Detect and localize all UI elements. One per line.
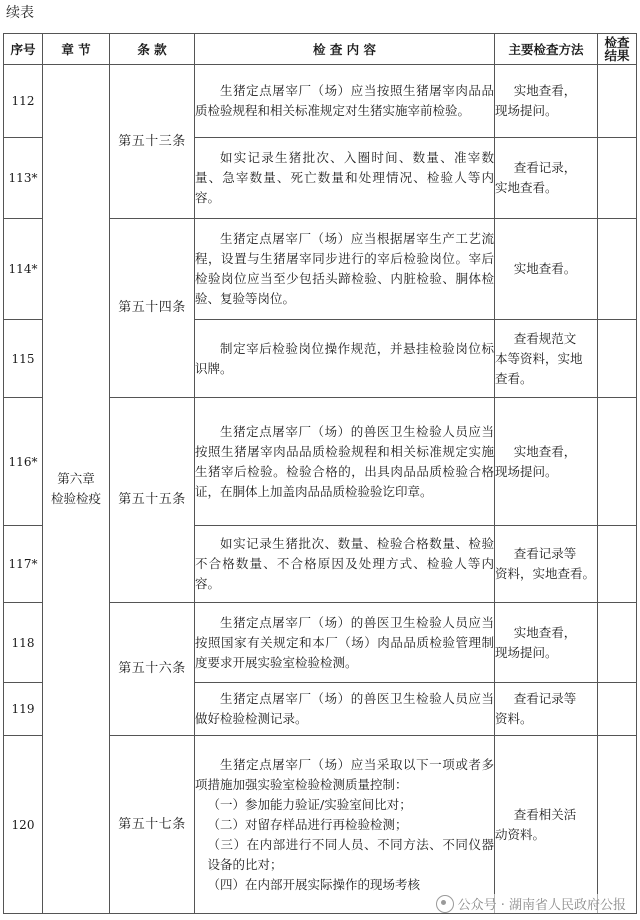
method-line1: 实地查看，: [513, 443, 577, 459]
method-line2: 现场提问。: [495, 644, 558, 660]
clause-54: 第五十四条: [110, 219, 195, 398]
content-cell: [195, 526, 495, 603]
table-caption: 续表: [6, 5, 34, 21]
row-number: 112: [4, 65, 43, 138]
method-line2: 资料。: [495, 711, 533, 726]
chapter-cell: [43, 65, 110, 914]
clause-53: 第五十三条: [110, 65, 195, 219]
method-line2: 现场提问。: [495, 463, 558, 479]
header-result-line1: 检查: [604, 35, 630, 50]
content-text: 生猪定点屠宰厂（场）的兽医卫生检验人员应当按照国家有关规定和本厂（场）肉品品质检验管理制度要求开展实验室检验检测。: [195, 614, 494, 670]
header-result-line2: 结果: [604, 48, 630, 63]
result-cell: [598, 398, 637, 526]
method-line2: 本等资料，实地: [495, 350, 583, 366]
method-line1: 实地查看，: [513, 83, 577, 98]
result-cell: [598, 320, 637, 398]
header-content: 检 查 内 容: [195, 34, 495, 65]
result-cell: [598, 138, 637, 219]
content-item: （四）在内部开展实际操作的现场考核: [207, 876, 421, 892]
method-line2: 现场提问。: [495, 103, 558, 118]
chapter-line2: 检验检疫: [50, 491, 101, 506]
content-text: 生猪定点屠宰厂（场）应当采取以下一项或者多项措施加强实验室检验检测质量控制：: [195, 756, 494, 792]
header-clause: 条 款: [110, 34, 195, 65]
row-number: 113*: [4, 138, 43, 219]
method-cell: [495, 320, 598, 398]
inspection-table: [3, 33, 637, 914]
clause-57: 第五十七条: [110, 736, 195, 914]
table-header-row: [4, 34, 637, 65]
content-text: 如实记录生猪批次、入圈时间、数量、准宰数量、急宰数量、死亡数量和处理情况、检验人等内容。: [195, 150, 494, 205]
method-line3: 查看。: [495, 370, 533, 386]
content-cell: [195, 219, 495, 320]
row-number: 119: [4, 683, 43, 736]
method-line1: 查看记录等: [513, 691, 577, 706]
watermark: [436, 894, 626, 913]
header-chapter: 章 节: [43, 34, 110, 65]
watermark-text: 公众号 · 湖南省人民政府公报: [457, 898, 626, 913]
content-cell: [195, 398, 495, 526]
row-number: 114*: [4, 219, 43, 320]
method-line1: 查看规范文: [513, 330, 577, 346]
result-cell: [598, 219, 637, 320]
content-cell: [195, 736, 495, 914]
content-text: 如实记录生猪批次、数量、检验合格数量、检验不合格数量、不合格原因及处理方式、检验人等内容。: [195, 536, 494, 591]
method-cell: [495, 526, 598, 603]
content-item: （三）在内部进行不同人员、不同方法、不同仪器设备的比对；: [207, 836, 494, 872]
method-line1: 实地查看。: [513, 261, 577, 276]
method-cell: [495, 603, 598, 683]
header-result: [598, 34, 637, 65]
result-cell: [598, 526, 637, 603]
method-cell: [495, 138, 598, 219]
header-method: 主要检查方法: [495, 34, 598, 65]
method-line2: 动资料。: [495, 826, 546, 842]
content-cell: [195, 320, 495, 398]
wechat-logo-icon: [436, 895, 454, 913]
table-row: [4, 65, 637, 138]
row-number: 120: [4, 736, 43, 914]
content-item: （二）对留存样品进行再检验检测；: [207, 816, 408, 832]
method-line1: 查看记录等: [513, 546, 577, 561]
row-number: 117*: [4, 526, 43, 603]
content-cell: [195, 138, 495, 219]
method-line2: 实地查看。: [495, 180, 558, 195]
method-line2: 资料，实地查看。: [495, 566, 596, 581]
content-text: 制定宰后检验岗位操作规范，并悬挂检验岗位标识牌。: [195, 340, 494, 376]
method-cell: [495, 219, 598, 320]
method-cell: [495, 683, 598, 736]
result-cell: [598, 65, 637, 138]
method-cell: [495, 398, 598, 526]
content-text: 生猪定点屠宰厂（场）应当根据屠宰生产工艺流程，设置与生猪屠宰同步进行的宰后检验岗位。宰后检验岗位应当至少包括头蹄检验、内脏检验、胴体检验、复验等岗位。: [195, 231, 494, 306]
result-cell: [598, 603, 637, 683]
method-cell: [495, 65, 598, 138]
content-text: 生猪定点屠宰厂（场）的兽医卫生检验人员应当按照生猪屠宰肉品品质检验规程和相关标准规定实施生猪宰后检验。检验合格的，出具肉品品质检验合格证，在胴体上加盖肉品品质检验验讫印章。: [195, 423, 494, 499]
result-cell: [598, 736, 637, 914]
content-text: 生猪定点屠宰厂（场）应当按照生猪屠宰肉品品质检验规程和相关标准规定对生猪实施宰前检验。: [195, 83, 494, 118]
row-number: 115: [4, 320, 43, 398]
clause-56: 第五十六条: [110, 603, 195, 736]
method-line1: 查看记录，: [513, 160, 577, 175]
method-cell: [495, 736, 598, 914]
content-cell: [195, 603, 495, 683]
content-item: （一）参加能力验证/实验室间比对；: [207, 796, 412, 812]
row-number: 116*: [4, 398, 43, 526]
clause-55: 第五十五条: [110, 398, 195, 603]
header-no: 序号: [4, 34, 43, 65]
method-line1: 查看相关活: [513, 806, 577, 822]
content-text: 生猪定点屠宰厂（场）的兽医卫生检验人员应当做好检验检测记录。: [195, 691, 494, 726]
content-cell: [195, 683, 495, 736]
content-cell: [195, 65, 495, 138]
method-line1: 实地查看，: [513, 624, 577, 640]
result-cell: [598, 683, 637, 736]
row-number: 118: [4, 603, 43, 683]
chapter-line1: 第六章: [57, 471, 95, 486]
